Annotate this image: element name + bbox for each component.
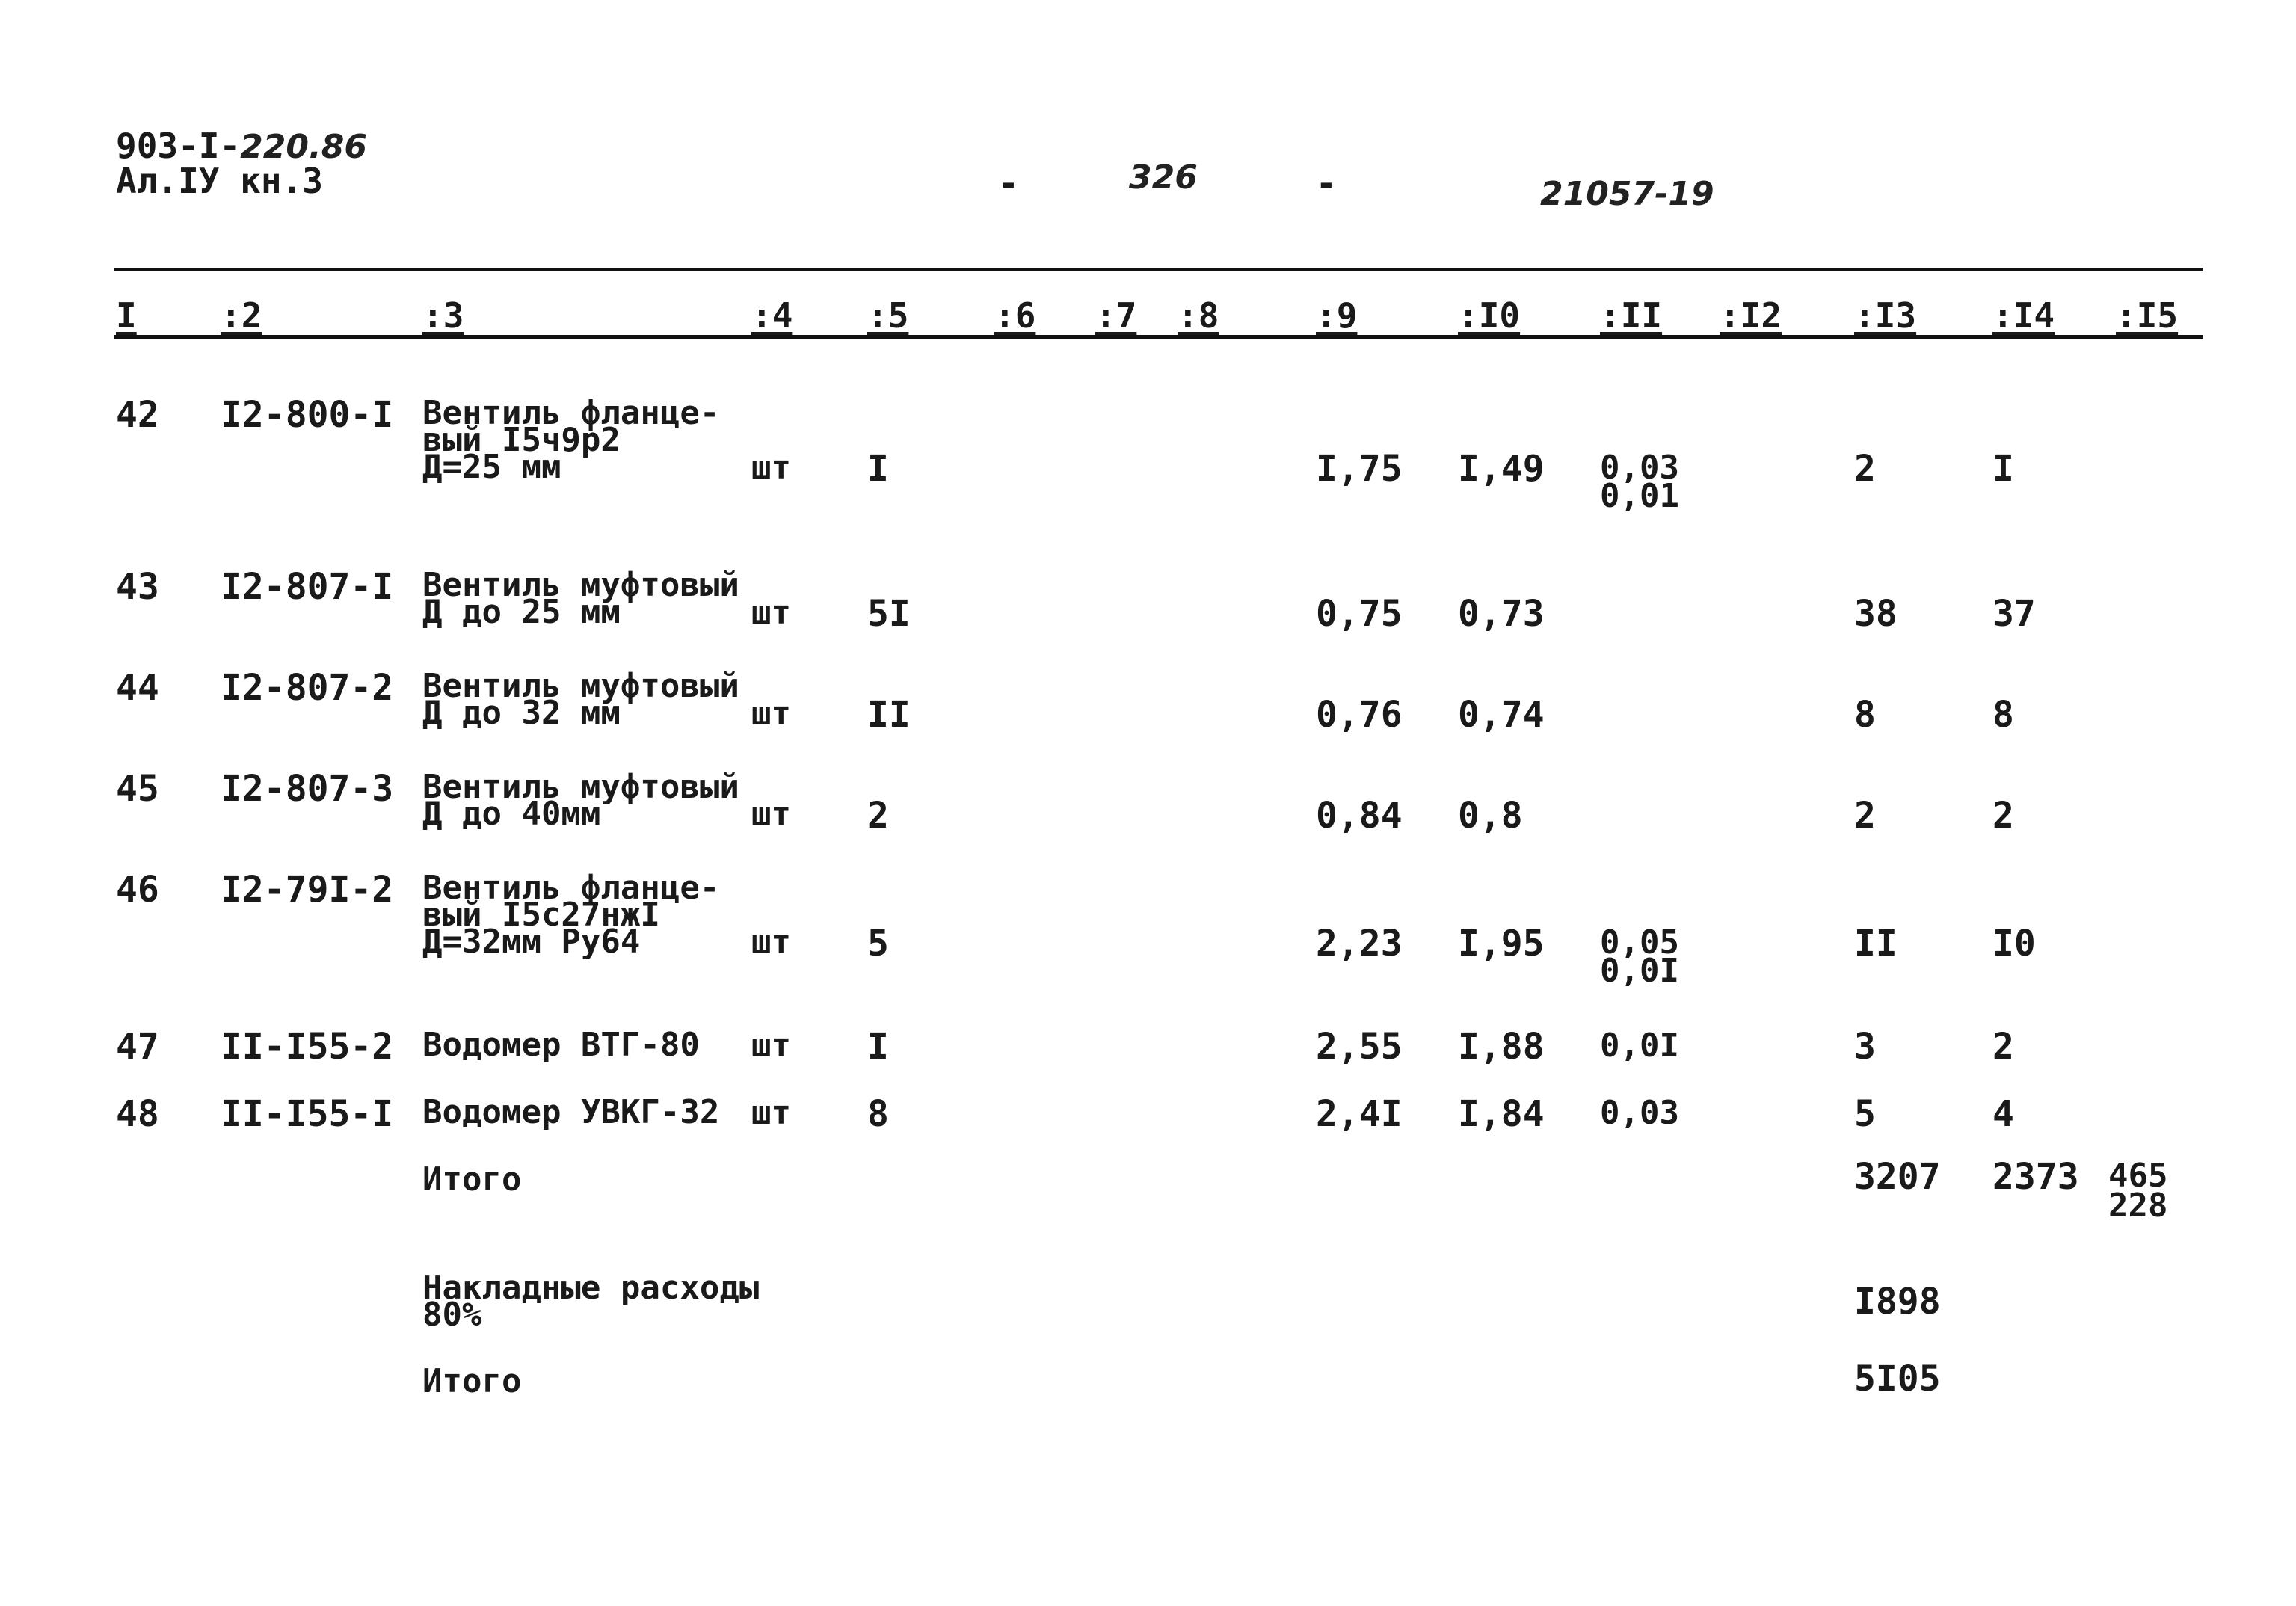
column-header-10: :I0 — [1458, 295, 1521, 336]
column-header-2: :2 — [221, 295, 262, 336]
quantity: 8 — [867, 1093, 889, 1135]
col-13-value: 38 — [1854, 593, 1898, 635]
col-14-value: I — [1992, 448, 2014, 490]
col-10-value: 0,8 — [1458, 795, 1523, 837]
col-13-value: 2 — [1854, 795, 1876, 837]
page-number: 326 — [1129, 159, 1198, 197]
quantity: 2 — [867, 795, 889, 837]
quantity: I — [867, 1026, 889, 1068]
item-description-line: Вентиль муфтовый — [422, 566, 739, 604]
column-header-3: :3 — [422, 295, 464, 336]
col-13-value: 2 — [1854, 448, 1876, 490]
column-header-15: :I5 — [2116, 295, 2179, 336]
col-9-value: 2,55 — [1316, 1026, 1403, 1068]
row-number: 43 — [116, 566, 159, 608]
unit-of-measure: шт — [751, 449, 791, 487]
unit-of-measure: шт — [751, 695, 791, 733]
unit-of-measure: шт — [751, 923, 791, 962]
col-10-value: 0,74 — [1458, 694, 1545, 736]
unit-of-measure: шт — [751, 594, 791, 632]
col-11-value: 0,03 — [1600, 449, 1679, 487]
column-header-5: :5 — [867, 295, 909, 336]
item-description-line: вый I5ч9р2 — [422, 421, 621, 459]
item-description-line: вый I5с27нжI — [422, 896, 660, 934]
column-header-4: :4 — [751, 295, 793, 336]
column-header-14: :I4 — [1992, 295, 2055, 336]
column-header-9: :9 — [1316, 295, 1358, 336]
column-header-1: I — [116, 295, 137, 336]
rate-code: I2-800-I — [221, 394, 394, 436]
col-10-value: I,84 — [1458, 1093, 1545, 1135]
col-9-value: 0,75 — [1316, 593, 1403, 635]
col-13-value: 5 — [1854, 1093, 1876, 1135]
col-10-value: I,88 — [1458, 1026, 1545, 1068]
quantity: I — [867, 448, 889, 490]
quantity: 5I — [867, 593, 911, 635]
total-col-14: 2373 — [1992, 1156, 2079, 1198]
col-11-value: 0,05 — [1600, 923, 1679, 962]
quantity: II — [867, 694, 911, 736]
rate-code: II-I55-2 — [221, 1026, 394, 1068]
item-description-line: Водомер УВКГ-32 — [422, 1093, 720, 1131]
col-14-value: I0 — [1992, 923, 2036, 964]
col-14-value: 2 — [1992, 795, 2014, 837]
item-description-line: Вентиль фланце- — [422, 394, 720, 432]
column-header-13: :I3 — [1854, 295, 1917, 336]
col-11-value: 0,01 — [1600, 477, 1679, 515]
item-description-line: Д=25 мм — [422, 448, 561, 486]
col-13-value: 8 — [1854, 694, 1876, 736]
column-header-11: :II — [1600, 295, 1663, 336]
rate-code: I2-79I-2 — [221, 869, 394, 911]
row-number: 44 — [116, 667, 159, 709]
dash-left: - — [998, 163, 1019, 203]
total-col-15: 228 — [2108, 1187, 2168, 1225]
col-10-value: I,49 — [1458, 448, 1545, 490]
item-description-line: Д до 32 мм — [422, 694, 621, 732]
total-label: 80% — [422, 1296, 482, 1334]
col-14-value: 2 — [1992, 1026, 2014, 1068]
item-description-line: Д до 40мм — [422, 795, 601, 833]
col-11-value: 0,03 — [1600, 1094, 1679, 1132]
document-code-prefix: 903-I- — [116, 126, 241, 166]
document-code — [116, 126, 367, 166]
item-description-line: Водомер ВТГ-80 — [422, 1026, 700, 1064]
rate-code: I2-807-I — [221, 566, 394, 608]
album-book-label: Ал.IУ кн.3 — [116, 161, 323, 201]
col-9-value: 2,23 — [1316, 923, 1403, 964]
rate-code: II-I55-I — [221, 1093, 394, 1135]
item-description-line: Д=32мм Ру64 — [422, 923, 641, 961]
document-code-handwritten: 220.86 — [240, 128, 367, 166]
table-top-rule — [114, 268, 2203, 271]
dash-right: - — [1316, 163, 1337, 203]
row-number: 47 — [116, 1026, 159, 1068]
col-10-value: I,95 — [1458, 923, 1545, 964]
unit-of-measure: шт — [751, 796, 791, 834]
col-10-value: 0,73 — [1458, 593, 1545, 635]
col-9-value: 0,84 — [1316, 795, 1403, 837]
col-9-value: I,75 — [1316, 448, 1403, 490]
item-description-line: Вентиль муфтовый — [422, 667, 739, 705]
row-number: 48 — [116, 1093, 159, 1135]
rate-code: I2-807-3 — [221, 768, 394, 810]
row-number: 45 — [116, 768, 159, 810]
quantity: 5 — [867, 923, 889, 964]
item-description-line: Вентиль муфтовый — [422, 768, 739, 806]
total-label: Итого — [422, 1160, 522, 1199]
item-description-line: Вентиль фланце- — [422, 869, 720, 907]
unit-of-measure: шт — [751, 1027, 791, 1065]
total-label: Итого — [422, 1362, 522, 1400]
item-description-line: Д до 25 мм — [422, 593, 621, 631]
column-header-8: :8 — [1178, 295, 1219, 336]
col-9-value: 2,4I — [1316, 1093, 1403, 1135]
col-11-value: 0,0I — [1600, 1027, 1679, 1065]
col-11-value: 0,0I — [1600, 952, 1679, 990]
total-col-13: I898 — [1854, 1281, 1941, 1323]
col-14-value: 37 — [1992, 593, 2036, 635]
inventory-number: 21057-19 — [1540, 175, 1714, 213]
total-col-13: 3207 — [1854, 1156, 1941, 1198]
col-14-value: 8 — [1992, 694, 2014, 736]
unit-of-measure: шт — [751, 1094, 791, 1132]
total-col-15: 465 — [2108, 1157, 2168, 1195]
total-label: Накладные расходы — [422, 1269, 760, 1307]
row-number: 42 — [116, 394, 159, 436]
col-14-value: 4 — [1992, 1093, 2014, 1135]
col-13-value: II — [1854, 923, 1898, 964]
rate-code: I2-807-2 — [221, 667, 394, 709]
total-col-13: 5I05 — [1854, 1358, 1941, 1400]
col-13-value: 3 — [1854, 1026, 1876, 1068]
column-header-12: :I2 — [1720, 295, 1782, 336]
col-9-value: 0,76 — [1316, 694, 1403, 736]
row-number: 46 — [116, 869, 159, 911]
column-header-7: :7 — [1095, 295, 1137, 336]
column-header-6: :6 — [994, 295, 1036, 336]
